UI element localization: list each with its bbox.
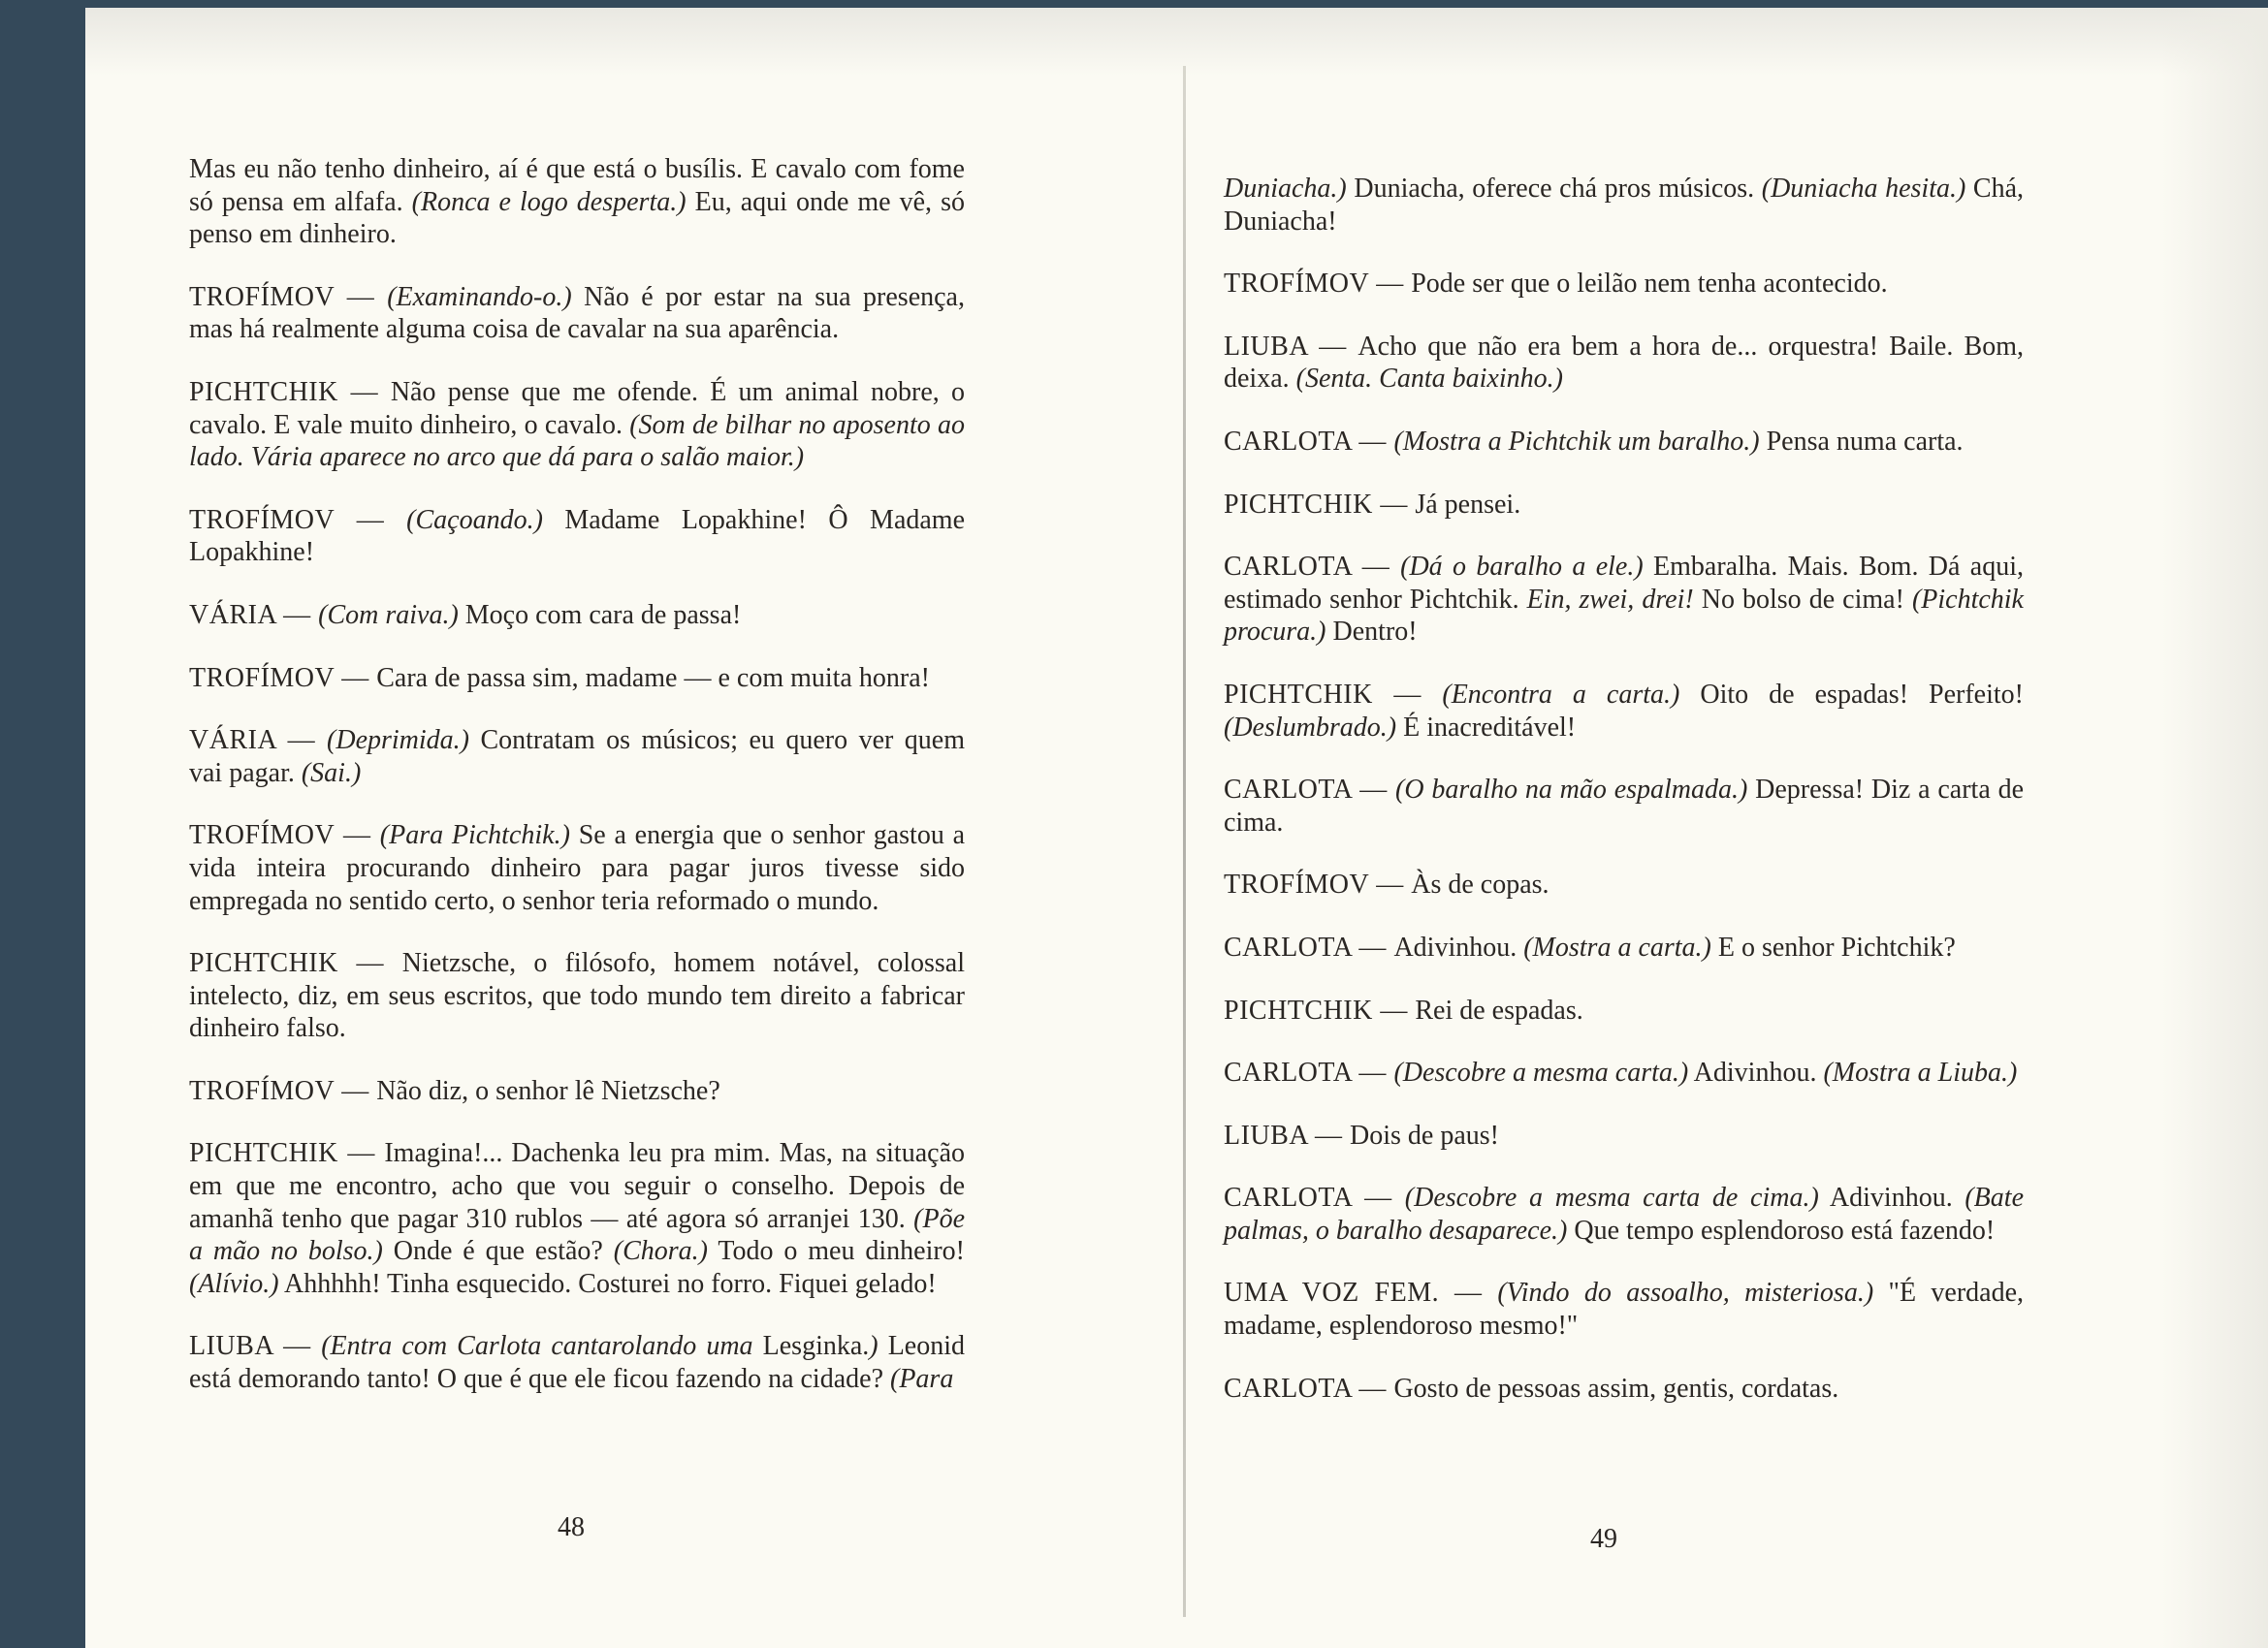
- speaker-name: PICHTCHIK —: [1224, 995, 1416, 1026]
- dialogue-text: Oito de espadas! Perfeito!: [1679, 679, 2024, 710]
- page-number-left: 48: [558, 1512, 585, 1542]
- speaker-name: LIUBA —: [1224, 331, 1358, 362]
- dialogue-text: Moço com cara de passa!: [458, 599, 742, 630]
- dialogue-text: Cara de passa sim, madame — e com muita honra!: [376, 662, 930, 693]
- dialogue-text: Pode ser que o leilão nem tenha acontecido.: [1411, 269, 1888, 300]
- dialogue-paragraph: [189, 1137, 965, 1300]
- speaker-name: TROFÍMOV —: [189, 1075, 377, 1106]
- dialogue-paragraph: [1224, 1120, 2024, 1153]
- stage-direction: Ein, zwei, drei!: [1526, 584, 1694, 615]
- dialogue-text: E o senhor Pichtchik?: [1710, 932, 1956, 963]
- dialogue-text: Adivinhou.: [1393, 932, 1524, 963]
- speaker-name: PICHTCHIK —: [189, 1138, 385, 1169]
- dialogue-paragraph: [189, 281, 965, 346]
- speaker-name: PICHTCHIK —: [1224, 679, 1443, 710]
- dialogue-text: Não é por estar na sua presença, mas há realmente alguma coisa de cavalar na sua aparência.: [189, 281, 965, 345]
- stage-direction: (Mostra a Pichtchik um baralho.): [1393, 426, 1760, 457]
- dialogue-text: Já pensei.: [1415, 489, 1521, 520]
- dialogue-paragraph: [1224, 1057, 2024, 1090]
- right-edge-shadow: [2161, 8, 2268, 1648]
- dialogue-text: Não diz, o senhor lê Nietzsche?: [376, 1075, 720, 1106]
- dialogue-text: Rei de espadas.: [1415, 995, 1583, 1026]
- dialogue-paragraph: [1224, 679, 2024, 744]
- stage-direction: (Entra com Carlota cantarolando uma: [321, 1331, 753, 1362]
- dialogue-paragraph: [189, 376, 965, 474]
- stage-direction: (Deslumbrado.): [1224, 712, 1397, 743]
- speaker-name: PICHTCHIK —: [1224, 489, 1416, 520]
- dialogue-paragraph: [189, 1330, 965, 1395]
- speaker-name: TROFÍMOV —: [189, 820, 380, 851]
- stage-direction: (Mostra a Liuba.): [1823, 1058, 2018, 1089]
- dialogue-text: Imagina!... Dachenka leu pra mim. Mas, na situação em que me encontro, acho que vou seguir o conselho. Depois de amanhã tenho que pagar 310 rublos — até agora só arranjei 130.: [189, 1138, 965, 1234]
- speaker-name: TROFÍMOV —: [1224, 870, 1412, 901]
- stage-direction: Duniacha.): [1224, 174, 1347, 204]
- dialogue-text: Não pense que me ofende. É um animal nobre, o cavalo. E vale muito dinheiro, o cavalo.: [189, 376, 965, 440]
- stage-direction: (Descobre a mesma carta.): [1393, 1058, 1689, 1089]
- speaker-name: TROFÍMOV —: [189, 281, 388, 312]
- dialogue-paragraph: [1224, 268, 2024, 301]
- speaker-name: CARLOTA —: [1224, 1183, 1405, 1214]
- stage-direction: (Alívio.): [189, 1268, 279, 1299]
- stage-direction: (Pichtchik procura.): [1224, 584, 2024, 648]
- stage-direction: (Põe a mão no bolso.): [189, 1203, 965, 1267]
- speaker-name: TROFÍMOV —: [189, 504, 407, 535]
- stage-direction: (Dá o baralho a ele.): [1400, 552, 1644, 583]
- stage-direction: (Examinando-o.): [387, 281, 572, 312]
- dialogue-text: Depressa! Diz a carta de cima.: [1224, 775, 2024, 838]
- dialogue-text: É inacreditável!: [1396, 712, 1577, 743]
- dialogue-text: Nietzsche, o filósofo, homem notável, colossal intelecto, diz, em seus escritos, que todo mundo tem direito a fabricar dinheiro falso.: [189, 948, 965, 1044]
- dialogue-text: Todo o meu dinheiro!: [707, 1236, 965, 1267]
- stage-direction: (Encontra a carta.): [1442, 679, 1680, 710]
- dialogue-text: Adivinhou.: [1818, 1183, 1965, 1214]
- stage-direction: ): [869, 1331, 878, 1362]
- dialogue-paragraph: [1224, 869, 2024, 902]
- dialogue-text: Acho que não era bem a hora de... orquestra! Baile. Bom, deixa.: [1224, 331, 2025, 395]
- dialogue-paragraph: [1224, 426, 2024, 459]
- stage-direction: (Caçoando.): [406, 504, 543, 535]
- dialogue-paragraph: [189, 504, 965, 569]
- stage-direction: (Vindo do assoalho, misteriosa.): [1497, 1278, 1874, 1309]
- stage-direction: (Descobre a mesma carta de cima.): [1404, 1183, 1819, 1214]
- dialogue-paragraph: [1224, 774, 2024, 839]
- dialogue-text: Adivinhou.: [1688, 1058, 1824, 1089]
- stage-direction: (Para: [890, 1364, 954, 1395]
- stage-direction: (Com raiva.): [318, 599, 459, 630]
- speaker-name: PICHTCHIK —: [189, 376, 391, 407]
- speaker-name: TROFÍMOV —: [1224, 269, 1412, 300]
- dialogue-paragraph: [1224, 1373, 2024, 1406]
- dialogue-paragraph: [1224, 551, 2024, 649]
- stage-direction: (Sai.): [301, 757, 362, 788]
- stage-direction: (Mostra a carta.): [1523, 932, 1711, 963]
- dialogue-paragraph: [189, 599, 965, 632]
- dialogue-paragraph: [189, 662, 965, 695]
- speaker-name: UMA VOZ FEM. —: [1224, 1278, 1498, 1309]
- dialogue-paragraph: [1224, 995, 2024, 1028]
- dialogue-text: Embaralha. Mais. Bom. Dá aqui, estimado senhor Pichtchik.: [1224, 552, 2024, 615]
- stage-direction: (Duniacha hesita.): [1761, 174, 1966, 204]
- speaker-name: TROFÍMOV —: [189, 662, 377, 693]
- dialogue-text: Gosto de pessoas assim, gentis, cordatas.: [1393, 1373, 1839, 1404]
- dialogue-text: Leonid está demorando tanto! O que é que ele ficou fazendo na cidade?: [189, 1331, 966, 1395]
- speaker-name: CARLOTA —: [1224, 932, 1394, 963]
- dialogue-text: Lesginka.: [752, 1331, 870, 1362]
- dialogue-text: Mas eu não tenho dinheiro, aí é que está o busílis. E cavalo com fome só pensa em alfafa.: [189, 154, 965, 217]
- dialogue-text: Dois de paus!: [1350, 1120, 1499, 1151]
- right-page: [1224, 173, 2024, 1435]
- dialogue-text: Ahhhhh! Tinha esquecido. Costurei no forro. Fiquei gelado!: [278, 1268, 937, 1299]
- dialogue-text: Que tempo esplendoroso está fazendo!: [1567, 1215, 1996, 1246]
- dialogue-text: Contratam os músicos; eu quero ver quem vai pagar.: [189, 725, 965, 788]
- dialogue-paragraph: [189, 819, 965, 917]
- dialogue-paragraph: [1224, 932, 2024, 965]
- dialogue-paragraph: [189, 947, 965, 1045]
- top-shadow: [85, 8, 2268, 76]
- dialogue-text: Madame Lopakhine! Ô Madame Lopakhine!: [189, 504, 966, 568]
- dialogue-paragraph: [189, 724, 965, 789]
- stage-direction: (Bate palmas, o baralho desaparece.): [1224, 1183, 2024, 1246]
- stage-direction: (Senta. Canta baixinho.): [1295, 364, 1563, 395]
- dialogue-text: Às de copas.: [1411, 870, 1549, 901]
- dialogue-paragraph: [189, 1075, 965, 1108]
- dialogue-text: Pensa numa carta.: [1759, 426, 1964, 457]
- speaker-name: LIUBA —: [1224, 1120, 1350, 1151]
- dialogue-text: "É verdade, madame, esplendoroso mesmo!": [1224, 1278, 2025, 1342]
- dialogue-text: No bolso de cima!: [1693, 584, 1912, 615]
- speaker-name: CARLOTA —: [1224, 1058, 1394, 1089]
- stage-direction: (Deprimida.): [327, 725, 470, 756]
- speaker-name: VÁRIA —: [189, 725, 328, 756]
- dialogue-paragraph: [1224, 489, 2024, 522]
- stage-direction: (Chora.): [613, 1236, 708, 1267]
- speaker-name: CARLOTA —: [1224, 775, 1396, 806]
- speaker-name: PICHTCHIK —: [189, 948, 402, 979]
- dialogue-paragraph: [1224, 173, 2024, 238]
- stage-direction: (O baralho na mão espalmada.): [1395, 775, 1748, 806]
- book-gutter: [1183, 66, 1186, 1617]
- stage-direction: (Para Pichtchik.): [379, 820, 570, 851]
- dialogue-paragraph: [189, 153, 965, 251]
- speaker-name: CARLOTA —: [1224, 1373, 1394, 1404]
- dialogue-text: Dentro!: [1326, 617, 1418, 648]
- dialogue-paragraph: [1224, 1182, 2024, 1247]
- stage-direction: (Ronca e logo desperta.): [411, 186, 687, 217]
- dialogue-text: Chá, Duniacha!: [1224, 174, 2024, 237]
- speaker-name: VÁRIA —: [189, 599, 319, 630]
- page-number-right: 49: [1590, 1524, 1617, 1554]
- dialogue-text: Se a energia que o senhor gastou a vida inteira procurando dinheiro para pagar juros tivesse sido empregada no sentido certo, o senhor teria reformado o mundo.: [189, 820, 966, 916]
- dialogue-paragraph: [1224, 1277, 2024, 1342]
- left-page: [189, 153, 965, 1426]
- dialogue-text: Duniacha, oferece chá pros músicos.: [1346, 174, 1762, 204]
- dialogue-text: Eu, aqui onde me vê, só penso em dinheiro.: [189, 186, 965, 250]
- speaker-name: LIUBA —: [189, 1331, 322, 1362]
- stage-direction: (Som de bilhar no aposento ao lado. Vária aparece no arco que dá para o salão maior.): [189, 409, 965, 473]
- dialogue-text: Onde é que estão?: [382, 1236, 614, 1267]
- speaker-name: CARLOTA —: [1224, 552, 1401, 583]
- speaker-name: CARLOTA —: [1224, 426, 1394, 457]
- dialogue-paragraph: [1224, 331, 2024, 396]
